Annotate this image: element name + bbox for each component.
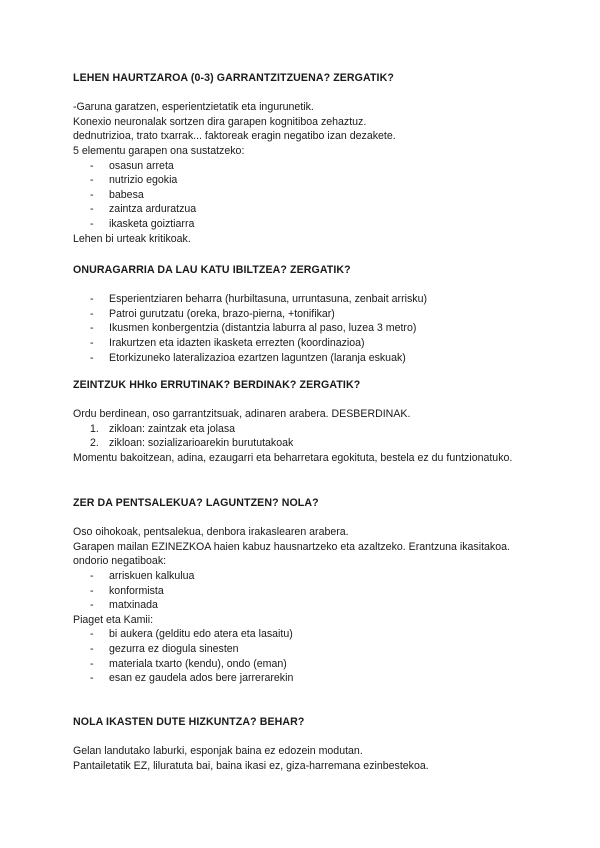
- section-early-childhood: [73, 71, 560, 246]
- list-item: - Etorkizuneko lateralizazioa ezartzen laguntzen (laranja eskuak): [73, 351, 560, 366]
- paragraph: Garapen mailan EZINEZKOA haien kabuz hausnartzeko eta azaltzeko. Erantzuna ikasitakoa.: [73, 540, 510, 553]
- dash-bullet: -: [90, 569, 94, 582]
- dash-bullet: -: [90, 307, 94, 320]
- dash-bullet: -: [90, 628, 94, 641]
- section-heading: ZER DA PENTSALEKUA? LAGUNTZEN? NOLA?: [73, 497, 319, 509]
- dash-bullet: -: [90, 322, 94, 335]
- section-heading: ZEINTZUK HHko ERRUTINAK? BERDINAK? ZERGATIK?: [73, 379, 361, 391]
- paragraph-line: Pantailetatik EZ, liluratuta bai, baina ikasi ez, giza-harremana ezinbestekoa.: [73, 759, 429, 772]
- bullet-list: [73, 159, 560, 232]
- paragraph-line: 5 elementu garapen ona sustatzeko:: [73, 144, 245, 157]
- section-heading: NOLA IKASTEN DUTE HIZKUNTZA? BEHAR?: [73, 716, 305, 728]
- dash-bullet: -: [90, 657, 94, 670]
- dash-bullet: -: [90, 336, 94, 349]
- bullet-list: [73, 292, 560, 365]
- list-item: - zaintza arduratzua: [73, 202, 560, 217]
- paragraph: Momentu bakoitzean, adina, ezaugarri eta beharretara egokituta, bestela ez du funtzionatuko.: [73, 451, 513, 464]
- list-item: - arriskuen kalkulua: [73, 569, 560, 584]
- list-item: - konformista: [73, 584, 560, 599]
- dash-bullet: -: [90, 293, 94, 306]
- paragraph-line: Oso oihokoak, pentsalekua, denbora irakaslearen arabera.: [73, 526, 349, 539]
- list-item: - gezurra ez diogula sinesten: [73, 642, 560, 657]
- paragraph-line: dednutrizioa, trato txarrak... faktoreak eragin negatibo izan dezakete.: [73, 130, 396, 143]
- paragraph-line: Konexio neuronalak sortzen dira garapen kognitiboa zehaztuz.: [73, 115, 367, 128]
- dash-bullet: -: [90, 217, 94, 230]
- list-item: - nutrizio egokia: [73, 173, 560, 188]
- dash-bullet: -: [90, 351, 94, 364]
- section-heading: ONURAGARRIA DA LAU KATU IBILTZEA? ZERGATIK?: [73, 264, 351, 276]
- section-routines: [73, 378, 560, 466]
- paragraph-line: Gelan landutako laburki, esponjak baina ez edozein modutan.: [73, 745, 363, 758]
- paragraph-line: ondorio negatiboak:: [73, 555, 167, 568]
- dash-bullet: -: [90, 159, 94, 172]
- paragraph-line: -Garuna garatzen, esperientzietatik eta ingurunetik.: [73, 101, 314, 114]
- list-item: - Esperientziaren beharra (hurbiltasuna, urruntasuna, zenbait arrisku): [73, 292, 560, 307]
- list-item: - ikasketa goiztiarra: [73, 217, 560, 232]
- section-heading: LEHEN HAURTZAROA (0-3) GARRANTZITZUENA? ZERGATIK?: [73, 72, 394, 84]
- dash-bullet: -: [90, 188, 94, 201]
- bullet-list: [73, 569, 560, 613]
- list-number: 1.: [90, 422, 99, 435]
- dash-bullet: -: [90, 174, 94, 187]
- dash-bullet: -: [90, 672, 94, 685]
- dash-bullet: -: [90, 584, 94, 597]
- list-item: - babesa: [73, 188, 560, 203]
- section-pentsalekua: [73, 496, 560, 686]
- list-item: - Ikusmen konbergentzia (distantzia laburra al paso, luzea 3 metro): [73, 321, 560, 336]
- list-item: - osasun arreta: [73, 159, 560, 174]
- section-language: [73, 715, 560, 773]
- list-item: - matxinada: [73, 598, 560, 613]
- dash-bullet: -: [90, 642, 94, 655]
- section-crawling: [73, 263, 560, 365]
- dash-bullet: -: [90, 203, 94, 216]
- numbered-list: [73, 422, 560, 451]
- list-item: - bi aukera (gelditu edo atera eta lasaitu): [73, 627, 560, 642]
- list-item: - Patroi gurutzatu (oreka, brazo-pierna, +tonifikar): [73, 307, 560, 322]
- list-number: 2.: [90, 437, 99, 450]
- list-item: - Irakurtzen eta idazten ikasketa errezten (koordinazioa): [73, 336, 560, 351]
- paragraph-line: Piaget eta Kamii:: [73, 613, 154, 626]
- paragraph-line: Ordu berdinean, oso garrantzitsuak, adinaren arabera. DESBERDINAK.: [73, 408, 411, 421]
- list-item: - esan ez gaudela ados bere jarrerarekin: [73, 671, 560, 686]
- dash-bullet: -: [90, 599, 94, 612]
- list-item: - materiala txarto (kendu), ondo (eman): [73, 657, 560, 672]
- paragraph-line: Lehen bi urteak kritikoak.: [73, 232, 191, 245]
- list-item: 1. zikloan: zaintzak eta jolasa: [73, 422, 560, 437]
- list-item: 2. zikloan: sozializarioarekin burututakoak: [73, 436, 560, 451]
- bullet-list: [73, 627, 560, 685]
